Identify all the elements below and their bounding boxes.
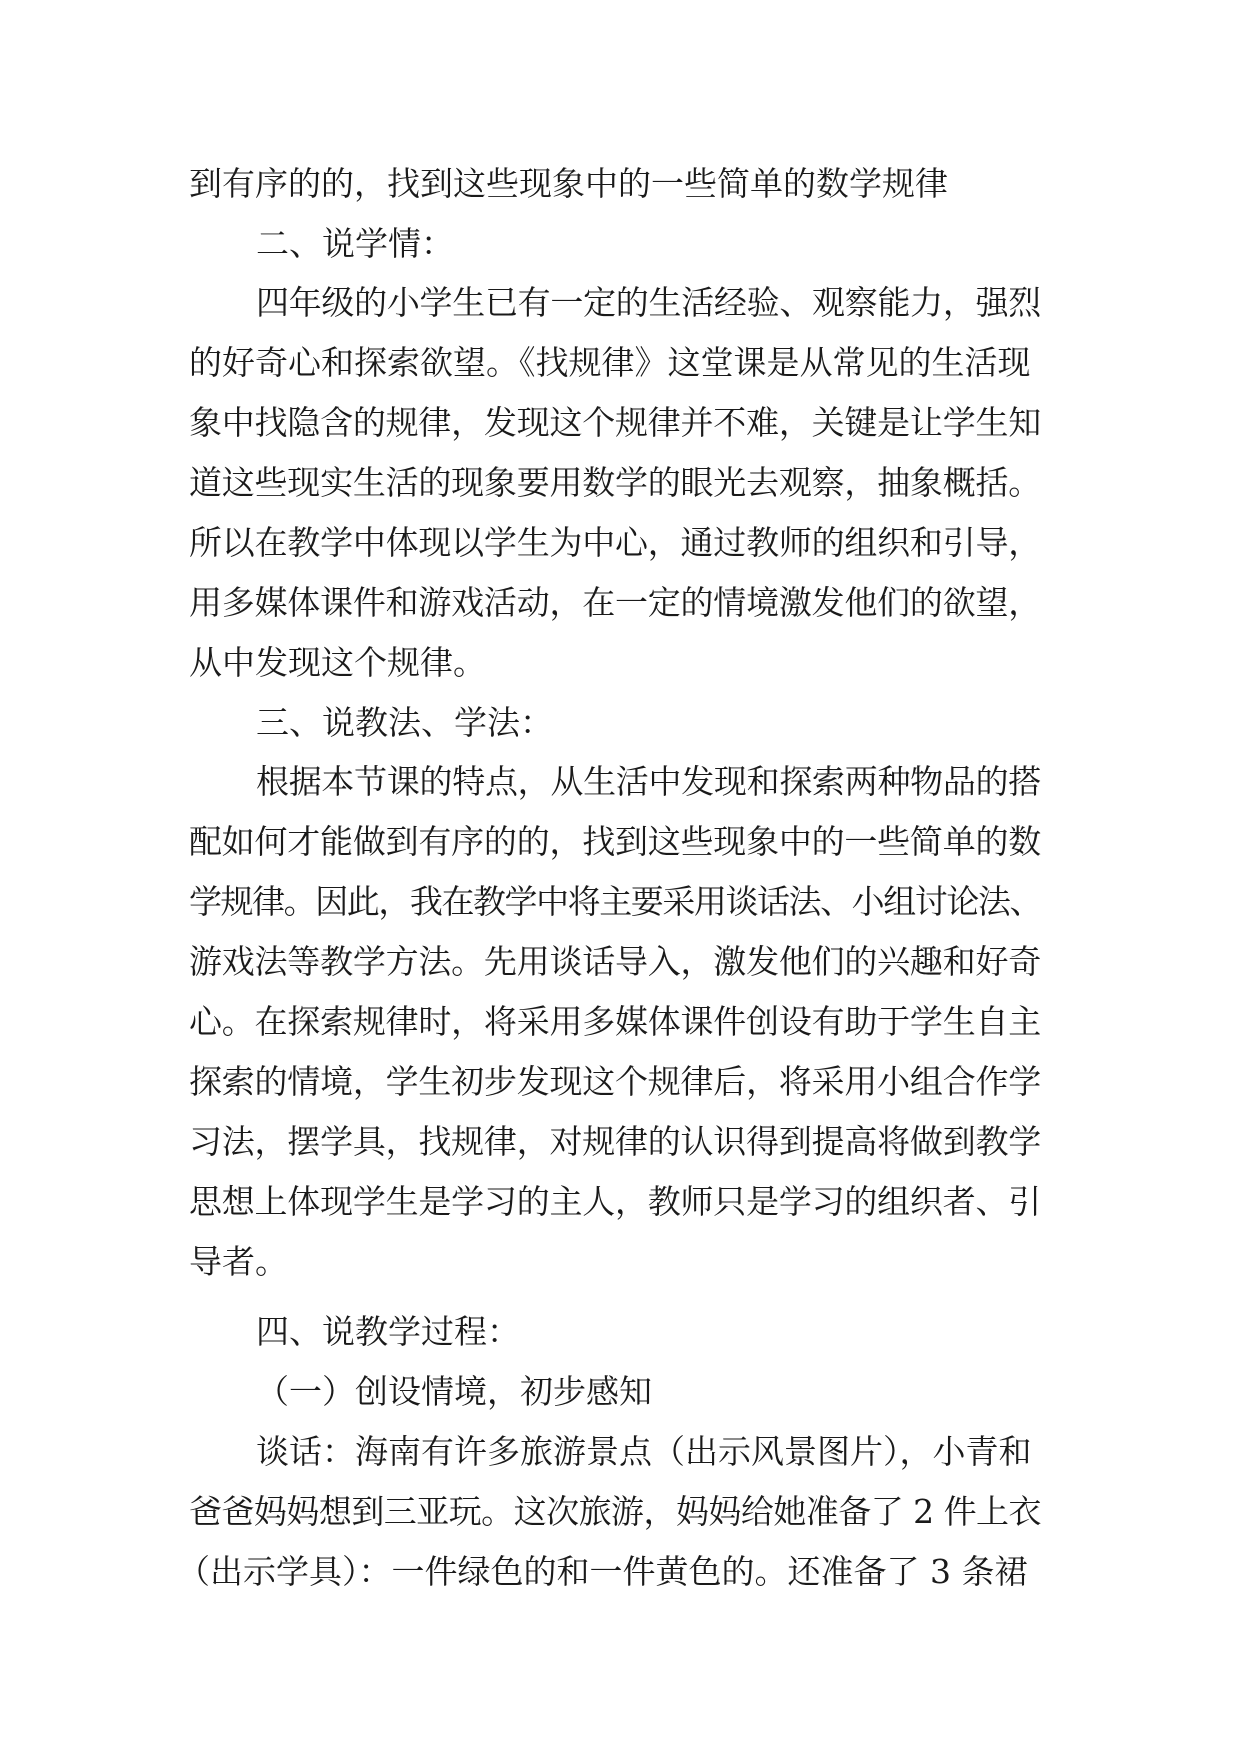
paragraph-text: 所以在教学中体现以学生为中心，通过教师的组织和引导，: [189, 523, 1042, 562]
paragraph-text: 谈话：海南有许多旅游景点（出示风景图片），小青和: [256, 1432, 1032, 1471]
text-line: [0, 583, 1241, 623]
paragraph-text: 习法，摆学具，找规律，对规律的认识得到提高将做到教学: [189, 1122, 1042, 1161]
text-line: [0, 164, 1241, 204]
paragraph-text: 到有序的的，找到这些现象中的一些简单的数学规律: [189, 164, 948, 203]
paragraph-text: 配如何才能做到有序的的，找到这些现象中的一些简单的数: [189, 822, 1042, 861]
paragraph-text: 导者。: [189, 1242, 288, 1281]
paragraph-text: 学规律。因此，我在教学中将主要采用谈话法、小组讨论法、: [189, 882, 1042, 921]
section-heading-learners: 二、说学情：: [256, 224, 454, 263]
text-line: [0, 1002, 1241, 1042]
text-line: [0, 1492, 1241, 1532]
text-line: [0, 1122, 1241, 1162]
text-line: [0, 1552, 1241, 1592]
text-line: [0, 762, 1241, 802]
text-line: [0, 403, 1241, 443]
paragraph-text: 四年级的小学生已有一定的生活经验、观察能力，强烈: [256, 283, 1042, 322]
text-line: [0, 343, 1241, 383]
section-heading-line: [0, 1312, 1241, 1352]
section-heading-line: [0, 703, 1241, 743]
paragraph-text: （出示学具）：一件绿色的和一件黄色的。还准备了 3 条裙: [177, 1552, 1028, 1591]
paragraph-text: 根据本节课的特点，从生活中发现和探索两种物品的搭: [256, 762, 1042, 801]
paragraph-text: 游戏法等教学方法。先用谈话导入，激发他们的兴趣和好奇: [189, 942, 1042, 981]
text-line: [0, 643, 1241, 683]
paragraph-text: 的好奇心和探索欲望。《找规律》这堂课是从常见的生活现: [189, 343, 1031, 382]
paragraph-text: 思想上体现学生是学习的主人，教师只是学习的组织者、引: [189, 1182, 1042, 1221]
text-line: [0, 942, 1241, 982]
paragraph-text: 从中发现这个规律。: [189, 643, 486, 682]
section-heading-process: 四、说教学过程：: [256, 1312, 520, 1351]
paragraph-text: 用多媒体课件和游戏活动，在一定的情境激发他们的欲望，: [189, 583, 1042, 622]
text-line: [0, 1432, 1241, 1472]
text-line: [0, 1062, 1241, 1102]
text-line: [0, 283, 1241, 323]
text-line: [0, 1182, 1241, 1222]
section-heading-methods: 三、说教法、学法：: [256, 703, 553, 742]
text-line: [0, 463, 1241, 503]
paragraph-text: 象中找隐含的规律，发现这个规律并不难，关键是让学生知: [189, 403, 1042, 442]
paragraph-text: 心。在探索规律时，将采用多媒体课件创设有助于学生自主: [189, 1002, 1042, 1041]
text-line: [0, 523, 1241, 563]
section-heading-line: [0, 224, 1241, 264]
text-line: [0, 822, 1241, 862]
paragraph-text: 爸爸妈妈想到三亚玩。这次旅游，妈妈给她准备了 2 件上衣: [189, 1492, 1041, 1531]
paragraph-text: 道这些现实生活的现象要用数学的眼光去观察，抽象概括。: [189, 463, 1042, 502]
paragraph-text: 探索的情境，学生初步发现这个规律后，将采用小组合作学: [189, 1062, 1042, 1101]
subheading-situation: （一）创设情境，初步感知: [256, 1372, 652, 1411]
text-line: [0, 882, 1241, 922]
text-line: [0, 1242, 1241, 1282]
subheading-line: [0, 1372, 1241, 1412]
